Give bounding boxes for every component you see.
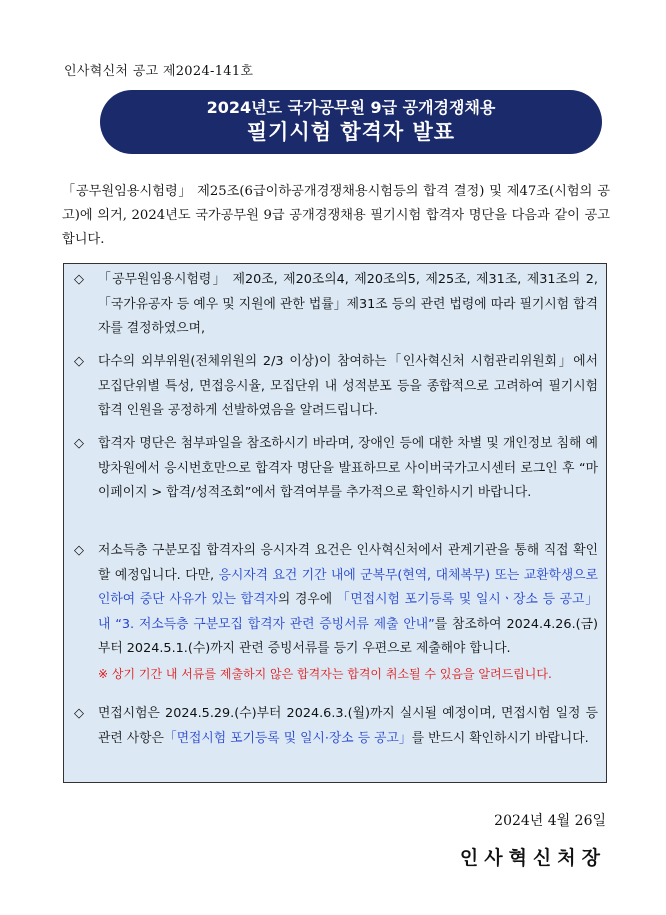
item-text-part: 를 반드시 확인하시기 바랍니다. <box>411 730 589 746</box>
warning-note: ※ 상기 기간 내 서류를 제출하지 않은 합격자는 합격이 취소될 수 있음을 알려드립니다. <box>98 666 552 681</box>
interview-notice-link[interactable]: 「면접시험 포기등록 및 일시·장소 등 공고」 <box>163 730 412 746</box>
info-item-2 <box>74 350 598 424</box>
item-text-part: 의 경우에 <box>277 592 337 607</box>
diamond-bullet-icon: ◇ <box>74 354 84 369</box>
info-item-text: 「공무원임용시험령」 제20조, 제20조의4, 제20조의5, 제25조, 제31조, 제31조의 2,「국가유공자 등 예우 및 지원에 관한 법률」제31조 등의 관련 법령에 따라 필기시험 합격자를 결정하였으며, <box>98 272 598 336</box>
info-item-4 <box>74 539 598 686</box>
diamond-bullet-icon: ◇ <box>74 436 84 451</box>
diamond-bullet-icon: ◇ <box>74 543 84 558</box>
info-item-text: 합격자 명단은 첨부파일을 참조하시기 바라며, 장애인 등에 대한 차별 및 개인정보 침해 예방차원에서 응시번호만으로 합격자 명단을 발표하므로 사이버국가고시센터 로그인 후 “마이페이지 > 합격/성적조회”에서 합격여부를 추가적으로 확인하시기 바랍니다. <box>98 436 598 500</box>
title-line-1: 2024년도 국가공무원 9급 공개경쟁채용 <box>206 98 496 117</box>
diamond-bullet-icon: ◇ <box>74 272 84 287</box>
info-item-1 <box>74 268 598 342</box>
info-item-3 <box>74 432 598 506</box>
info-item-5 <box>74 702 598 751</box>
item-text-part: 저소득층 구분모집 합격자의 응시자격 요건은 인사혁신처에서 관계기관을 통해 직접 확인할 예정입니다. 다만, <box>98 543 598 583</box>
highlighted-condition: 응시자격 요건 기간 내에 군복무(현역, 대체복무) 또는 교환학생으로 인하여 중단 사유가 있는 합격자 <box>98 567 599 607</box>
info-box <box>63 263 607 783</box>
item-text-part: 면접시험은 2024.5.29.(수)부터 2024.6.3.(월)까지 실시될 예정이며, 면접시험 일정 등 관련 사항은 <box>98 706 598 746</box>
referenced-notice-link[interactable]: 「면접시험 포기등록 및 일시ㆍ장소 등 공고」내 “3. 저소득층 구분모집 합격자 관련 증빙서류 제출 안내” <box>98 592 598 632</box>
issuer-name: 인사혁신처장 <box>459 847 606 869</box>
info-item-text <box>98 702 598 751</box>
intro-paragraph: 「공무원임용시험령」 제25조(6급이하공개경쟁채용시험등의 합격 결정) 및 제47조(시험의 공고)에 의거, 2024년도 국가공무원 9급 공개경쟁채용 필기시험 합격자 명단을 다음과 같이 공고합니다. <box>62 184 610 247</box>
title-banner <box>100 90 602 154</box>
notice-number: 인사혁신처 공고 제2024-141호 <box>64 64 254 79</box>
info-item-text: 다수의 외부위원(전체위원의 2/3 이상)이 참여하는「인사혁신처 시험관리위원회」에서 모집단위별 특성, 면접응시율, 모집단위 내 성적분포 등을 종합적으로 고려하여 필기시험 합격 인원을 공정하게 선발하였음을 알려드립니다. <box>98 354 598 418</box>
diamond-bullet-icon: ◇ <box>74 706 84 721</box>
title-line-2: 필기시험 합격자 발표 <box>246 120 456 144</box>
info-item-text <box>98 539 598 662</box>
item-text-part: 를 참조하여 2024.4.26.(금)부터 2024.5.1.(수)까지 관련 증빙서류를 등기 우편으로 제출해야 합니다. <box>98 616 598 656</box>
issue-date: 2024년 4월 26일 <box>494 813 606 829</box>
